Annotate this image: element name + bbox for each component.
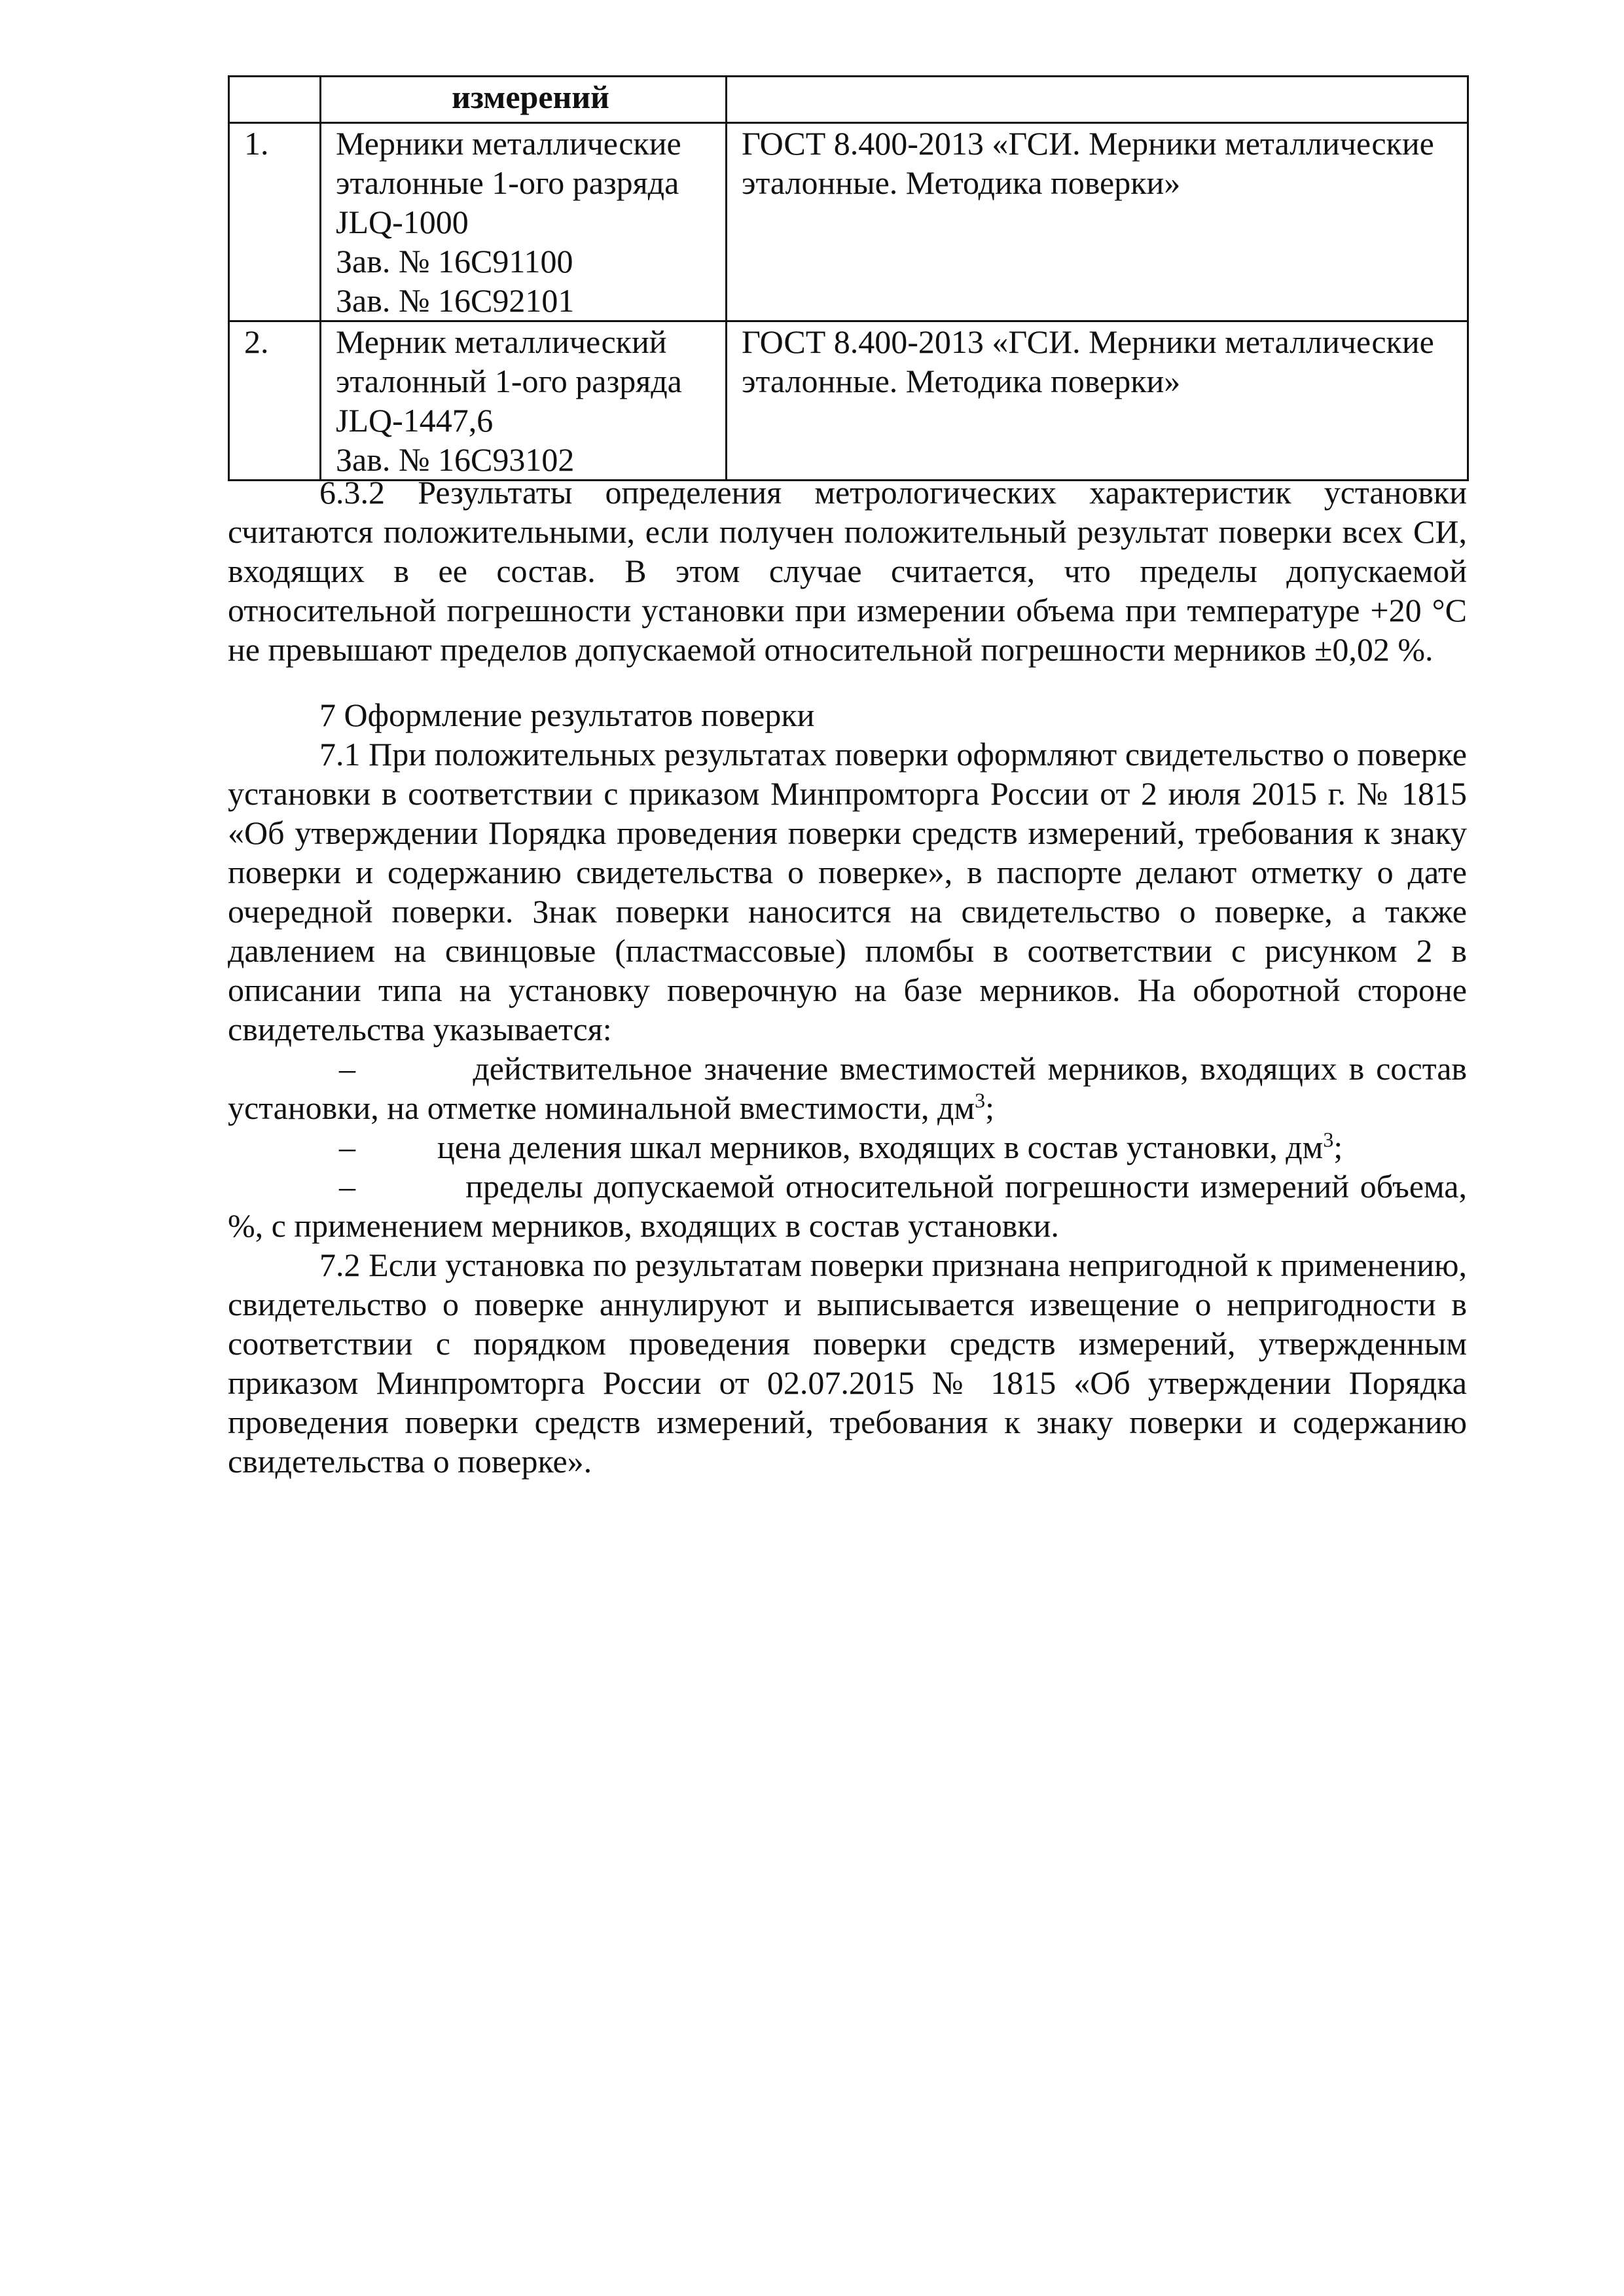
- dash-item-text: действительное значение вместимостей мерников, входящих в состав установки, на отметке номинальной вместимости, дм: [228, 1050, 1468, 1126]
- superscript: 3: [1323, 1127, 1334, 1152]
- dash-bullet: –: [339, 1168, 355, 1205]
- item-line: эталонные 1-ого разряда: [336, 164, 679, 201]
- reference-standards-table: [228, 75, 1469, 481]
- dash-list-item: [228, 1049, 1467, 1127]
- item-line: Мерники металлические: [336, 125, 681, 162]
- section-7: [228, 695, 1467, 1481]
- table-row: [229, 321, 1468, 481]
- doc-line: ГОСТ 8.400-2013 «ГСИ. Мерники металлические: [742, 323, 1434, 360]
- table-header-cell: измерений: [321, 77, 727, 123]
- table-header-row: [229, 77, 1468, 123]
- table-row: [229, 123, 1468, 321]
- dash-list-item: [228, 1167, 1467, 1245]
- normative-doc-cell: [727, 321, 1468, 481]
- paragraph-7-1: 7.1 При положительных результатах поверки оформляют свидетельство о поверке установки в соответствии с приказом Минпромторга России от 2 июля 2015 г. № 1815 «Об утверждении Порядка проведения поверки средств измерений, требования к знаку поверки и содержанию свидетельства о поверке», в паспорте делают отметку о дате очередной поверки. Знак поверки наносится на свидетельство о поверке, а также давлением на свинцовые (пластмассовые) пломбы в соответствии с рисунком 2 в описании типа на установку поверочную на базе мерников. На оборотной стороне свидетельства указывается:: [228, 736, 1467, 1048]
- paragraph-6-3-2: 6.3.2 Результаты определения метрологических характеристик установки считаются положительными, если получен положительный результат поверки всех СИ, входящих в ее состав. В этом случае считается, что пределы допускаемой относительной погрешности установки при измерении объема при температуре +20 °С не превышают пределов допускаемой относительной погрешности мерников ±0,02 %.: [228, 474, 1467, 668]
- item-line: JLQ-1447,6: [336, 402, 494, 439]
- section-7-heading: 7 Оформление результатов поверки: [319, 697, 815, 733]
- item-line: JLQ-1000: [336, 204, 469, 240]
- doc-line: эталонные. Методика поверки»: [742, 164, 1181, 201]
- dash-item-text: пределы допускаемой относительной погрешности измерений объема, %, с применением мерников, входящих в состав установки.: [228, 1168, 1468, 1244]
- doc-line: ГОСТ 8.400-2013 «ГСИ. Мерники металлические: [742, 125, 1434, 162]
- dash-bullet: –: [339, 1050, 355, 1087]
- row-number: 2.: [229, 321, 321, 481]
- row-number: 1.: [229, 123, 321, 321]
- table-header-cell-empty: [727, 77, 1468, 123]
- dash-list-item: [228, 1127, 1467, 1167]
- item-line: Зав. № 16С92101: [336, 282, 575, 319]
- item-line: Мерник металлический: [336, 323, 667, 360]
- dash-item-tail: ;: [1333, 1129, 1343, 1165]
- standard-item-cell: [321, 123, 727, 321]
- superscript: 3: [975, 1088, 986, 1112]
- section-6-3-2: [228, 473, 1467, 669]
- item-line: Зав. № 16С93102: [336, 441, 575, 478]
- item-line: Зав. № 16С91100: [336, 243, 573, 280]
- normative-doc-cell: [727, 123, 1468, 321]
- dash-bullet: –: [339, 1129, 355, 1165]
- paragraph-7-2: 7.2 Если установка по результатам поверки признана непригодной к применению, свидетельство о поверке аннулируют и выписывается извещение о непригодности в соответствии с порядком проведения поверки средств измерений, утвержденным приказом Минпромторга России от 02.07.2015 № 1815 «Об утверждении Порядка проведения поверки средств измерений, требования к знаку поверки и содержанию свидетельства о поверке».: [228, 1247, 1467, 1480]
- standard-item-cell: [321, 321, 727, 481]
- doc-line: эталонные. Методика поверки»: [742, 363, 1181, 399]
- table-header-cell-empty: [229, 77, 321, 123]
- dash-item-text: цена деления шкал мерников, входящих в состав установки, дм: [437, 1129, 1324, 1165]
- dash-item-tail: ;: [985, 1089, 994, 1126]
- item-line: эталонный 1-ого разряда: [336, 363, 682, 399]
